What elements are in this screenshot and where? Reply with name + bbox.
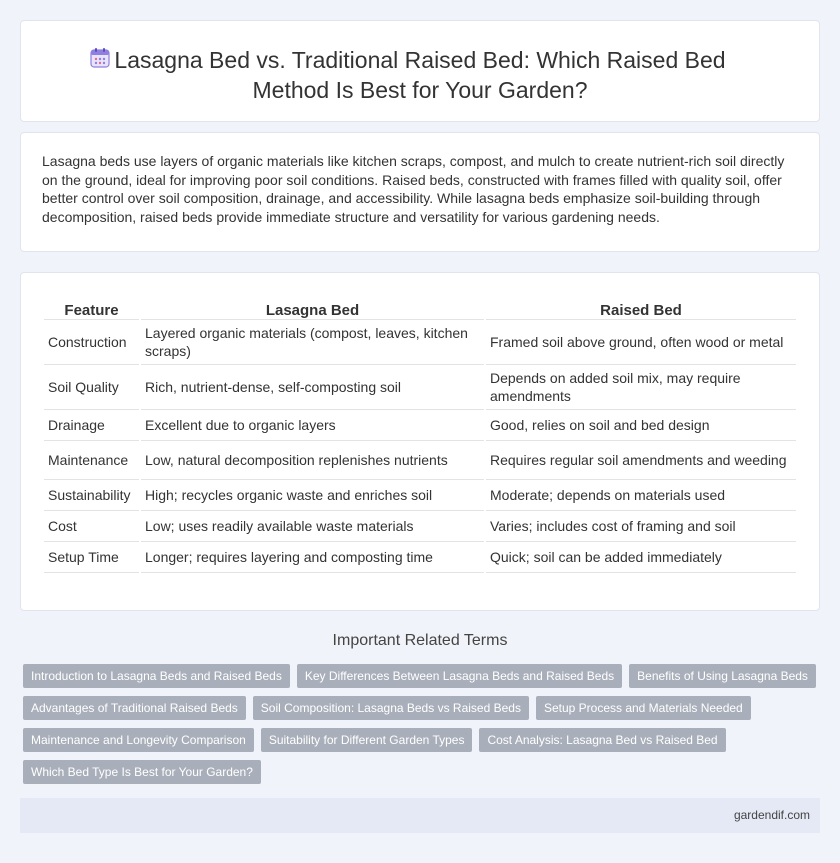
related-term-tag[interactable]: Benefits of Using Lasagna Beds [629,664,816,688]
table-cell: Cost [44,511,139,542]
header-raised-bed: Raised Bed [486,297,796,320]
related-term-tag[interactable]: Setup Process and Materials Needed [536,696,751,720]
related-term-tag[interactable]: Which Bed Type Is Best for Your Garden? [23,760,261,784]
table-cell: Rich, nutrient-dense, self-composting soil [141,365,484,410]
table-cell: Soil Quality [44,365,139,410]
table-cell: Drainage [44,410,139,441]
table-header-row [44,297,796,320]
table-cell: Construction [44,320,139,365]
table-cell: Framed soil above ground, often wood or metal [486,320,796,365]
comparison-card [20,272,820,611]
related-term-tag[interactable]: Suitability for Different Garden Types [261,728,473,752]
related-term-tag[interactable]: Key Differences Between Lasagna Beds and Raised Beds [297,664,622,688]
title-card [20,20,820,122]
table-cell: Longer; requires layering and composting time [141,542,484,573]
table-cell: High; recycles organic waste and enriches soil [141,480,484,511]
table-row [44,542,796,573]
table-row [44,410,796,441]
footer [20,798,820,833]
table-cell: Layered organic materials (compost, leaves, kitchen scraps) [141,320,484,365]
table-cell: Setup Time [44,542,139,573]
related-term-tag[interactable]: Maintenance and Longevity Comparison [23,728,254,752]
related-term-tag[interactable]: Introduction to Lasagna Beds and Raised Beds [23,664,290,688]
table-cell: Excellent due to organic layers [141,410,484,441]
table-cell: Varies; includes cost of framing and soil [486,511,796,542]
comparison-table [42,297,798,573]
table-cell: Low; uses readily available waste materials [141,511,484,542]
page-title: Lasagna Bed vs. Traditional Raised Bed: Which Raised Bed Method Is Best for Your Garden? [114,47,726,103]
header-feature: Feature [44,297,139,320]
intro-paragraph: Lasagna beds use layers of organic materials like kitchen scraps, compost, and mulch to create nutrient-rich soil directly on the ground, ideal for improving poor soil conditions. Raised beds, constructed with frames filled with quality soil, offer better control over soil composition, drainage, and accessibility. While lasagna beds emphasize soil-building through decomposition, raised beds provide immediate structure and versatility for various gardening needs. [42,153,785,225]
table-cell: Good, relies on soil and bed design [486,410,796,441]
related-term-tag[interactable]: Cost Analysis: Lasagna Bed vs Raised Bed [479,728,725,752]
related-terms-title: Important Related Terms [332,632,508,649]
related-term-tag[interactable]: Soil Composition: Lasagna Beds vs Raised Beds [253,696,529,720]
table-cell: Moderate; depends on materials used [486,480,796,511]
table-cell: Maintenance [44,441,139,480]
table-cell: Sustainability [44,480,139,511]
related-term-tag[interactable]: Advantages of Traditional Raised Beds [23,696,246,720]
table-row [44,511,796,542]
table-cell: Quick; soil can be added immediately [486,542,796,573]
intro-card [20,132,820,252]
table-row [44,320,796,365]
table-cell: Low, natural decomposition replenishes nutrients [141,441,484,480]
table-row [44,480,796,511]
table-row [44,441,796,480]
related-terms-list [23,664,823,792]
table-row [44,365,796,410]
footer-site-link[interactable]: gardendif.com [733,808,810,822]
table-cell: Requires regular soil amendments and weeding [486,441,796,480]
header-lasagna-bed: Lasagna Bed [141,297,484,320]
table-cell: Depends on added soil mix, may require amendments [486,365,796,410]
